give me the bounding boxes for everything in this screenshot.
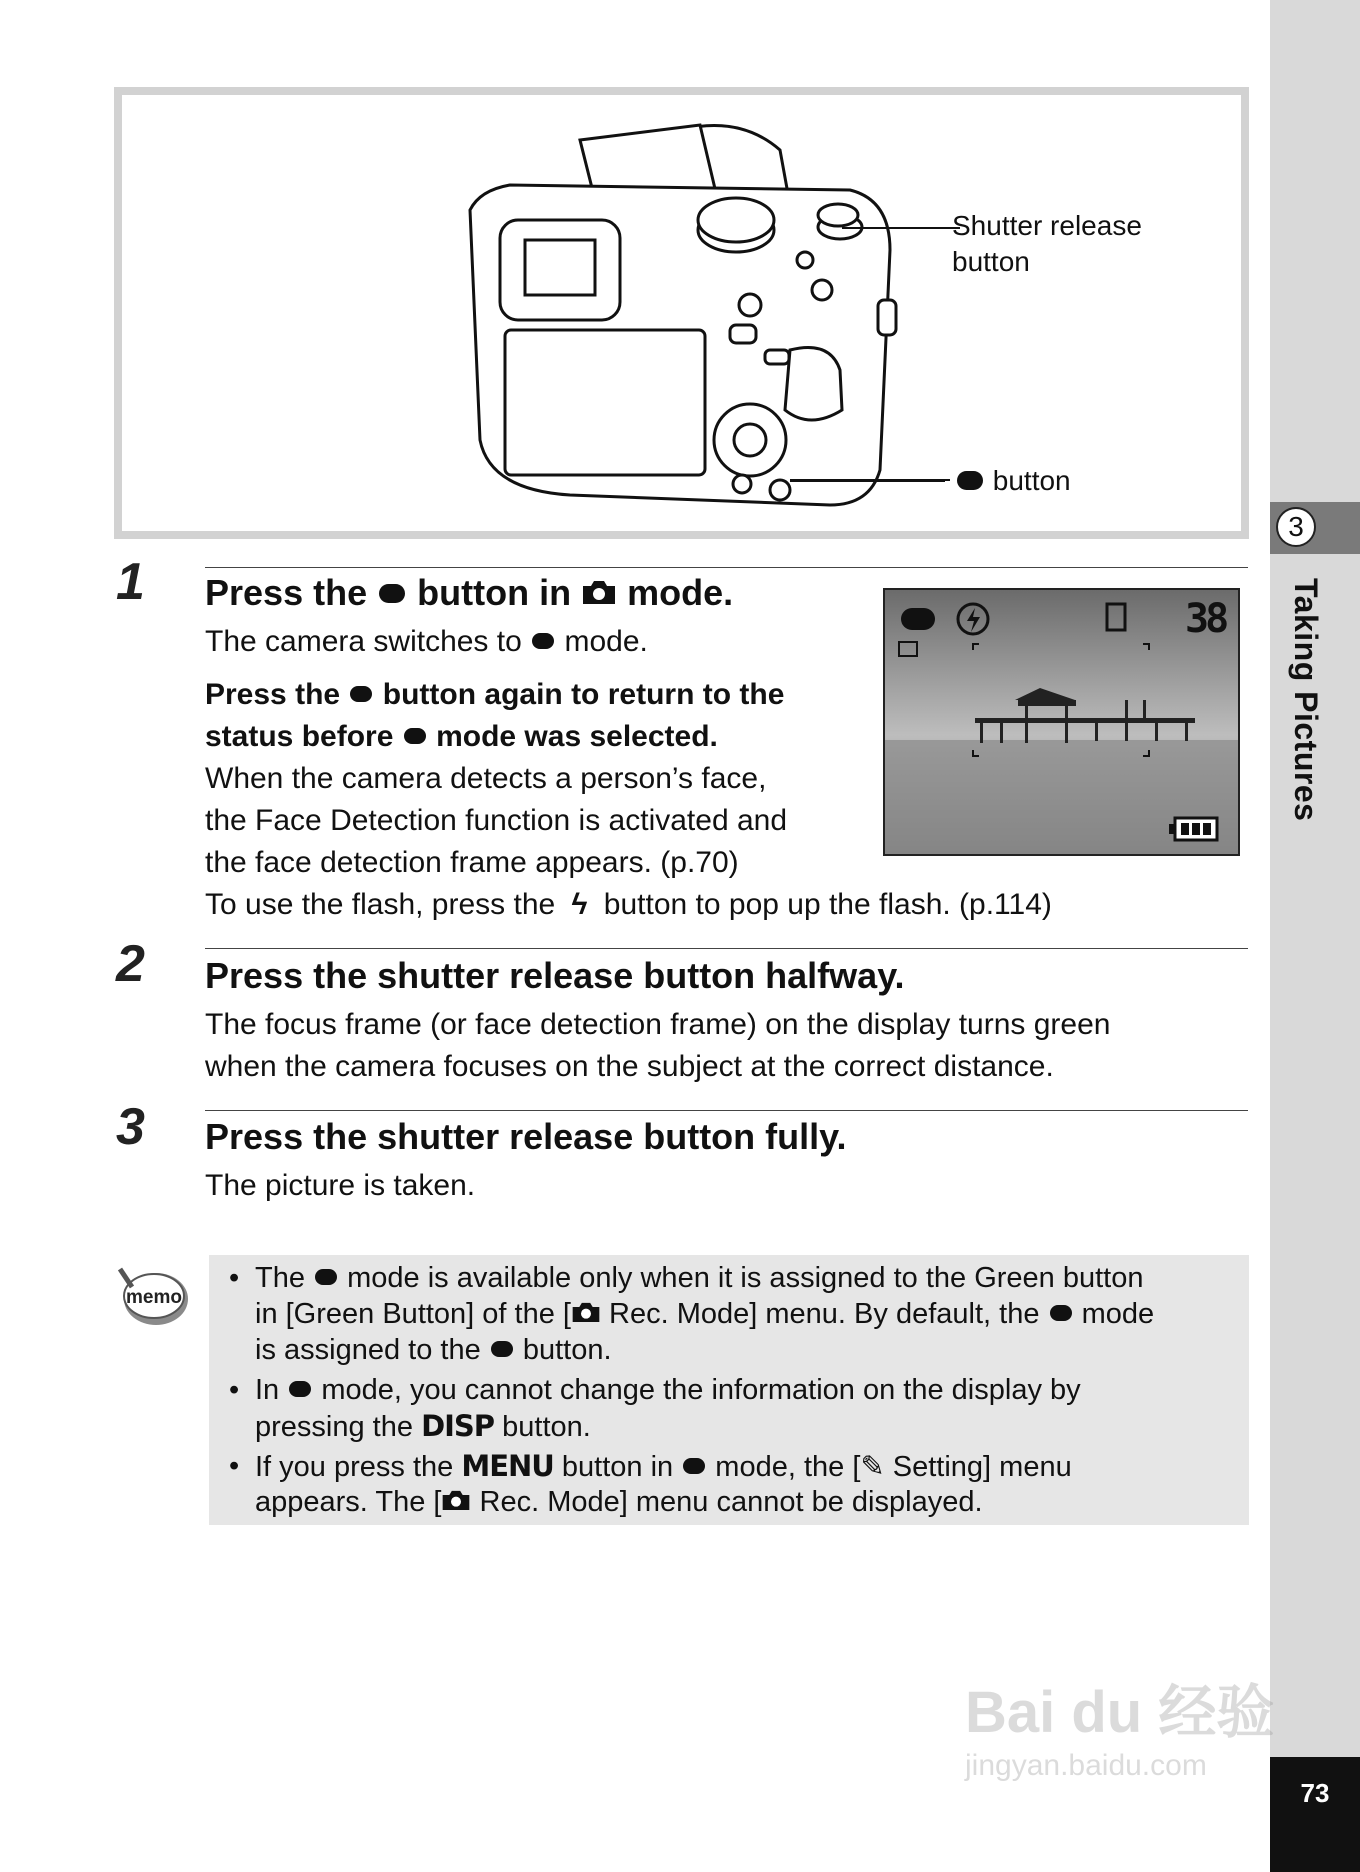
step-1-heading-b: button in <box>417 572 572 613</box>
step-2-heading: Press the shutter release button halfway. <box>205 955 905 996</box>
step-1-para-line-2: the Face Detection function is activated and <box>205 804 788 837</box>
green-button-icon <box>379 584 405 603</box>
watermark-url: jingyan.baidu.com <box>965 1749 1207 1782</box>
page-number: 73 <box>1270 1757 1360 1872</box>
battery-icon <box>1169 818 1217 840</box>
memo-bullet-1-line-1: • The mode is available only when it is assigned to the Green button <box>229 1262 1144 1294</box>
chapter-number: 3 <box>1276 507 1316 547</box>
memo-b2-l2-b: button. <box>502 1411 591 1443</box>
green-button-icon <box>404 728 426 744</box>
step-1-bold-line-2 <box>205 716 718 758</box>
camera-mode-icon <box>441 1488 471 1512</box>
step-1-flash-a: To use the flash, press the <box>205 888 556 921</box>
memo-b3-l1-a: If you press the <box>255 1451 454 1483</box>
step-1-para-line-3: the face detection frame appears. (p.70) <box>205 846 739 879</box>
step-1-text-1 <box>205 621 648 663</box>
green-button-icon <box>1050 1305 1072 1321</box>
memo-b3-l2-a: appears. The [ <box>255 1486 442 1518</box>
green-mode-icon <box>901 608 935 630</box>
green-button-icon <box>957 471 983 490</box>
lcd-preview <box>883 588 1240 856</box>
step-1-heading-c: mode. <box>627 572 734 613</box>
step-2-number: 2 <box>116 935 143 993</box>
memo-b3-l1-b: button in <box>561 1451 674 1483</box>
baidu-watermark <box>965 1665 1274 1783</box>
flash-icon: ϟ <box>571 888 588 921</box>
step-2-line-2: when the camera focuses on the subject at the correct distance. <box>205 1050 1054 1083</box>
camera-mode-icon <box>571 1300 601 1324</box>
memo-bullet-2-line-2 <box>255 1408 591 1445</box>
memo-b1-l2-a: in [Green Button] of the [ <box>255 1298 571 1330</box>
memo-bullet-2-line-1: • In mode, you cannot change the information on the display by <box>229 1374 1081 1406</box>
step-3-number: 3 <box>116 1098 143 1156</box>
memo-bullet-3-line-1: • If you press the MENU button in mode, the [✎ Setting] menu <box>229 1449 1072 1483</box>
chapter-sidebar <box>1270 0 1360 1872</box>
step-1-flash-line <box>205 884 1052 926</box>
green-button-icon <box>491 1341 513 1357</box>
memo-b1-l2-b: Rec. Mode] menu. By default, the <box>609 1298 1040 1330</box>
wrench-icon: ✎ <box>860 1451 885 1483</box>
step-1-text-1b: mode. <box>564 625 648 658</box>
memo-b2-l2-a: pressing the <box>255 1411 413 1443</box>
memo-b2-l1-a: In <box>255 1374 280 1406</box>
memo-bullet-3-line-2 <box>255 1484 983 1520</box>
step-2-rule <box>205 948 1248 949</box>
camera-mode-icon <box>581 578 617 606</box>
step-2-line-1: The focus frame (or face detection frame) on the display turns green <box>205 1008 1111 1041</box>
shutter-release-callout-line1: Shutter release <box>952 210 1142 241</box>
step-1-bold-1b: button again to return to the <box>382 678 785 711</box>
memo-b3-l2-b: Rec. Mode] menu cannot be displayed. <box>479 1486 983 1518</box>
step-1-heading <box>205 572 733 614</box>
memo-b1-l1-a: The <box>255 1262 305 1294</box>
green-button-callout-line <box>790 479 950 483</box>
green-button-icon <box>350 686 372 702</box>
chapter-title: Taking Pictures <box>1288 578 1324 822</box>
memo-b3-l1-c: mode, the [ <box>715 1451 861 1483</box>
step-1-bold-2b: mode was selected. <box>436 720 718 753</box>
green-button-icon <box>683 1458 705 1474</box>
step-1-bold-2a: status before <box>205 720 394 753</box>
camera-illustration <box>450 110 970 520</box>
step-3-line-1: The picture is taken. <box>205 1169 476 1202</box>
step-3-rule <box>205 1110 1248 1111</box>
watermark-brand: Bai du 经验 <box>965 1680 1275 1745</box>
memo-bullet-1-line-3 <box>255 1332 612 1368</box>
shutter-release-callout-line2: button <box>952 246 1030 277</box>
step-1-rule <box>205 567 1248 568</box>
step-1-text-1a: The camera switches to <box>205 625 522 658</box>
green-button-icon <box>532 633 554 649</box>
memo-bullet-1-line-2 <box>255 1296 1154 1332</box>
step-1-heading-a: Press the <box>205 572 368 613</box>
memo-b1-l3-b: button. <box>522 1334 612 1366</box>
memo-b1-l1-b: mode is available only when it is assigned to the Green button <box>347 1262 1144 1294</box>
step-1-para-line-1: When the camera detects a person’s face, <box>205 762 767 795</box>
step-1-bold-1a: Press the <box>205 678 341 711</box>
step-1-bold-line-1 <box>205 674 784 716</box>
memo-b1-l2-c: mode <box>1081 1298 1155 1330</box>
menu-key-label: MENU <box>461 1449 554 1483</box>
green-button-icon <box>315 1269 337 1285</box>
green-button-icon <box>289 1381 311 1397</box>
lcd-shots-remaining: 38 <box>1185 596 1226 642</box>
green-button-callout <box>955 463 1071 499</box>
memo-icon <box>114 1263 190 1329</box>
memo-icon-label: memo <box>126 1287 182 1308</box>
step-1-number: 1 <box>116 553 143 611</box>
memo-b3-l1-d: Setting] menu <box>892 1451 1072 1483</box>
shutter-release-callout <box>952 208 1142 280</box>
memo-b2-l1-b: mode, you cannot change the information on the display by <box>321 1374 1081 1406</box>
green-button-callout-label: button <box>992 465 1071 496</box>
disp-key-label: DISP <box>421 1409 495 1443</box>
step-1-flash-b: button to pop up the flash. (p.114) <box>603 888 1052 921</box>
step-3-heading: Press the shutter release button fully. <box>205 1116 847 1157</box>
memo-b1-l3-a: is assigned to the <box>255 1334 481 1366</box>
